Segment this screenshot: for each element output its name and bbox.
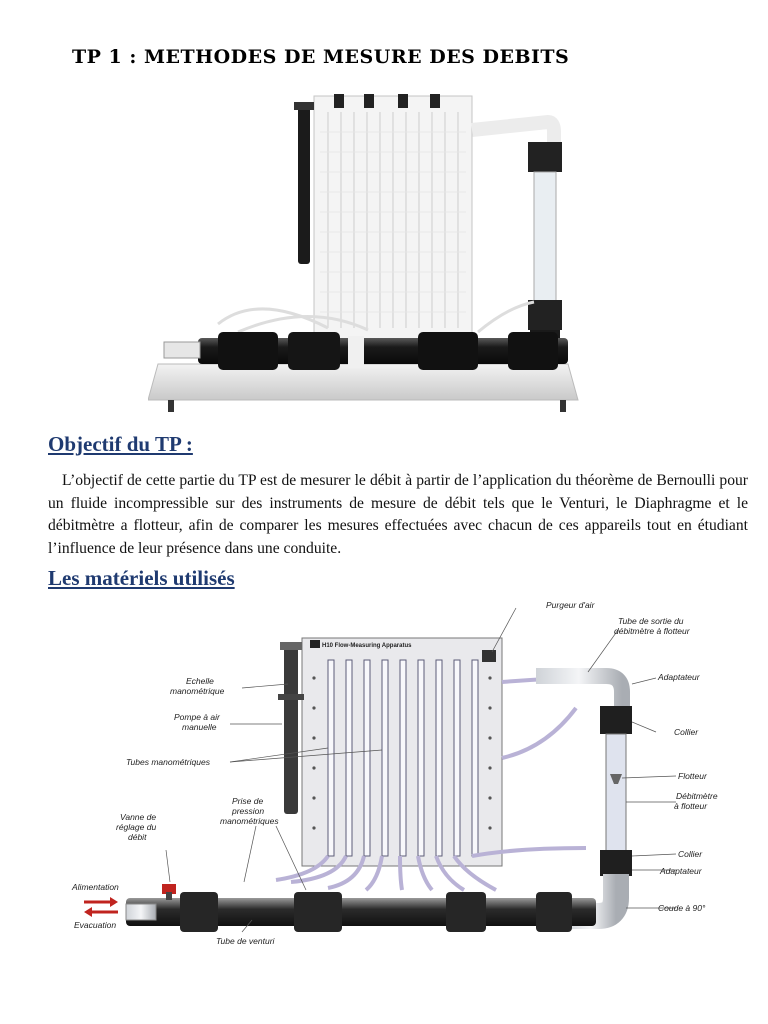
- objective-paragraph: L’objectif de cette partie du TP est de mesurer le débit à partir de l’application du théorème de Bernoulli pour un fluide incompressible sur des instruments de mesure de débit tels que le Venturi, le Diaphragme et le débitmètre a flotteur, afin de comparer les mesures effectuées avec chacun de ces appareils tout en étudiant l’influence de leur présence dans une conduite.: [48, 472, 748, 557]
- objective-heading: Objectif du TP :: [48, 432, 193, 456]
- label-pompe: Pompe à air: [174, 712, 220, 722]
- label-alimentation: Alimentation: [72, 882, 119, 892]
- label-echelle: Echelle: [186, 676, 214, 686]
- label-coude: Coude à 90°: [658, 903, 706, 913]
- label-vanne-3: débit: [128, 832, 147, 842]
- label-purgeur: Purgeur d'air: [546, 600, 595, 610]
- label-prise-2: pression: [232, 806, 265, 816]
- label-tubes: Tubes manométriques: [126, 757, 210, 767]
- label-prise: Prise de: [232, 796, 264, 806]
- label-collier-bottom: Collier: [678, 849, 703, 859]
- label-prise-3: manométriques: [220, 816, 279, 826]
- label-collier-top: Collier: [674, 727, 699, 737]
- label-venturi: Tube de venturi: [216, 936, 275, 946]
- label-adaptateur-top: Adaptateur: [658, 672, 700, 682]
- label-tube-sortie-2: débitmètre à flotteur: [614, 626, 690, 636]
- apparatus-diagram: [66, 598, 766, 958]
- page-title: TP 1 : METHODES DE MESURE DES DEBITS: [72, 46, 570, 68]
- apparatus-photo: [148, 92, 588, 422]
- label-adaptateur-bottom: Adaptateur: [660, 866, 702, 876]
- label-pompe-2: manuelle: [182, 722, 217, 732]
- label-vanne-2: réglage du: [116, 822, 157, 832]
- label-tube-sortie: Tube de sortie du: [618, 616, 684, 626]
- label-evacuation: Evacuation: [74, 920, 117, 930]
- label-debitmetre-2: à flotteur: [674, 801, 708, 811]
- label-flotteur: Flotteur: [678, 771, 707, 781]
- panel-label: H10 Flow-Measuring Apparatus: [322, 643, 412, 649]
- label-vanne: Vanne de: [120, 812, 157, 822]
- materials-heading: Les matériels utilisés: [48, 566, 235, 590]
- label-echelle-2: manométrique: [170, 686, 225, 696]
- label-debitmetre: Débitmètre: [676, 791, 718, 801]
